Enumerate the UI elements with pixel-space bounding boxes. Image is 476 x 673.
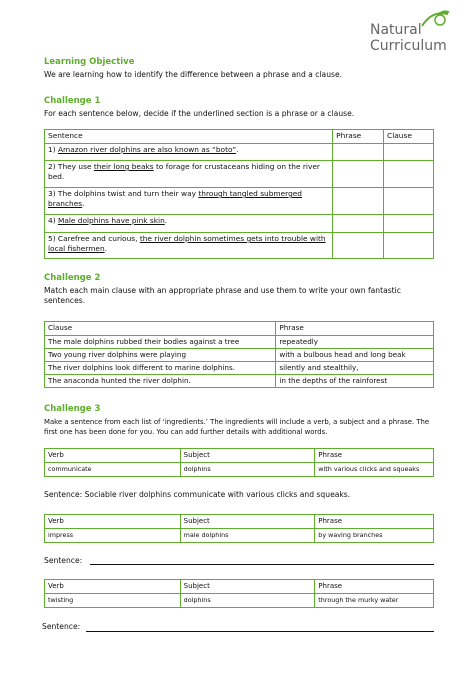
table-row (45, 362, 434, 375)
col-header-phrase: Phrase (333, 130, 384, 144)
subject-cell: male dolphins (180, 529, 315, 543)
phrase-answer-cell[interactable] (333, 144, 384, 161)
challenge3-instruction: Make a sentence from each list of ‘ingredients.’ The ingredients will include a verb, a subject and a phrase. The first one has been done for you. You can add further details with additional words. (44, 418, 430, 436)
phrase-answer-cell[interactable] (333, 161, 384, 188)
challenge2-heading: Challenge 2 (44, 273, 101, 283)
sentence-prompt-3: Sentence: (42, 622, 81, 631)
col-header-phrase: Phrase (315, 580, 434, 594)
col-header-verb: Verb (45, 515, 181, 529)
verb-cell: twisting (45, 594, 181, 608)
clause-answer-cell[interactable] (384, 161, 434, 188)
logo-text-curriculum: Curriculum (370, 38, 447, 54)
table-row: 1) Amazon river dolphins are also known as “boto”. (45, 144, 434, 161)
example-sentence-text: Sociable river dolphins communicate with various clicks and squeaks. (84, 490, 351, 499)
clause-cell: The river dolphins look different to marine dolphins. (45, 362, 276, 375)
table-row: 4) Male dolphins have pink skin. (45, 215, 434, 233)
verb-cell: communicate (45, 463, 181, 477)
col-header-subject: Subject (180, 580, 315, 594)
sentence-label: Sentence (42, 622, 78, 631)
underlined-section: through tangled submerged branches (48, 189, 303, 208)
verb-cell: impress (45, 529, 181, 543)
clause-cell: The male dolphins rubbed their bodies against a tree (45, 336, 276, 349)
phrase-answer-cell[interactable] (333, 188, 384, 215)
table-row (45, 594, 434, 608)
clause-cell: Two young river dolphins were playing (45, 349, 276, 362)
challenge1-table (44, 129, 434, 259)
sentence-prompt-2: Sentence: (44, 556, 83, 565)
phrase-cell: with a bulbous head and long beak (276, 349, 434, 362)
sentence-label: Sentence (44, 490, 80, 499)
phrase-answer-cell[interactable] (333, 233, 384, 259)
table-row: 5) Carefree and curious, the river dolphin sometimes gets into trouble with local fishermen. (45, 233, 434, 259)
clause-answer-cell[interactable] (384, 233, 434, 259)
table-row: 2) They use their long beaks to forage for crustaceans hiding on the river bed. (45, 161, 434, 188)
col-header-phrase: Phrase (315, 449, 434, 463)
col-header-sentence: Sentence (45, 130, 333, 144)
underlined-section: the river dolphin sometimes gets into trouble with local fishermen (48, 234, 326, 253)
underlined-section: their long beaks (93, 162, 154, 171)
col-header-subject: Subject (180, 515, 315, 529)
natural-curriculum-logo (370, 8, 466, 58)
learning-objective-text: We are learning how to identify the difference between a phrase and a clause. (44, 70, 343, 79)
col-header-verb: Verb (45, 449, 181, 463)
table-row (45, 463, 434, 477)
col-header-phrase: Phrase (276, 322, 434, 336)
underlined-section: Male dolphins have pink skin (57, 216, 165, 225)
sentence-answer-line-3[interactable] (86, 631, 434, 632)
challenge2-instruction: Match each main clause with an appropriate phrase and use them to write your own fantastic sentences. (44, 286, 401, 305)
learning-objective-heading: Learning Objective (44, 57, 135, 67)
table-row (45, 349, 434, 362)
underlined-section: Amazon river dolphins are also known as “boto” (57, 145, 237, 154)
table-row: 3) The dolphins twist and turn their way through tangled submerged branches. (45, 188, 434, 215)
table-row (45, 336, 434, 349)
challenge1-instruction: For each sentence below, decide if the underlined section is a phrase or a clause. (44, 109, 355, 118)
subject-cell: dolphins (180, 463, 315, 477)
ingredients-table-1 (44, 448, 434, 477)
col-header-phrase: Phrase (315, 515, 434, 529)
challenge1-heading: Challenge 1 (44, 96, 101, 106)
sentence-label: Sentence (44, 556, 80, 565)
leaf-swirl-icon (418, 8, 458, 34)
col-header-clause: Clause (384, 130, 434, 144)
clause-answer-cell[interactable] (384, 144, 434, 161)
col-header-subject: Subject (180, 449, 315, 463)
ingredients-table-2 (44, 514, 434, 543)
phrase-cell: silently and stealthily, (276, 362, 434, 375)
phrase-cell: in the depths of the rainforest (276, 375, 434, 388)
phrase-answer-cell[interactable] (333, 215, 384, 233)
clause-answer-cell[interactable] (384, 215, 434, 233)
phrase-cell: by waving branches (315, 529, 434, 543)
subject-cell: dolphins (180, 594, 315, 608)
clause-answer-cell[interactable] (384, 188, 434, 215)
col-header-clause: Clause (45, 322, 276, 336)
table-row (45, 375, 434, 388)
example-sentence: Sentence: Sociable river dolphins communicate with various clicks and squeaks. (44, 490, 351, 499)
challenge3-heading: Challenge 3 (44, 404, 101, 414)
table-row (45, 529, 434, 543)
sentence-answer-line-2[interactable] (90, 564, 434, 565)
phrase-cell: repeatedly (276, 336, 434, 349)
phrase-cell: with various clicks and squeaks (315, 463, 434, 477)
clause-cell: The anaconda hunted the river dolphin. (45, 375, 276, 388)
challenge2-table (44, 321, 434, 388)
logo-text-natural: Natural (370, 22, 422, 38)
ingredients-table-3 (44, 579, 434, 608)
col-header-verb: Verb (45, 580, 181, 594)
phrase-cell: through the murky water (315, 594, 434, 608)
